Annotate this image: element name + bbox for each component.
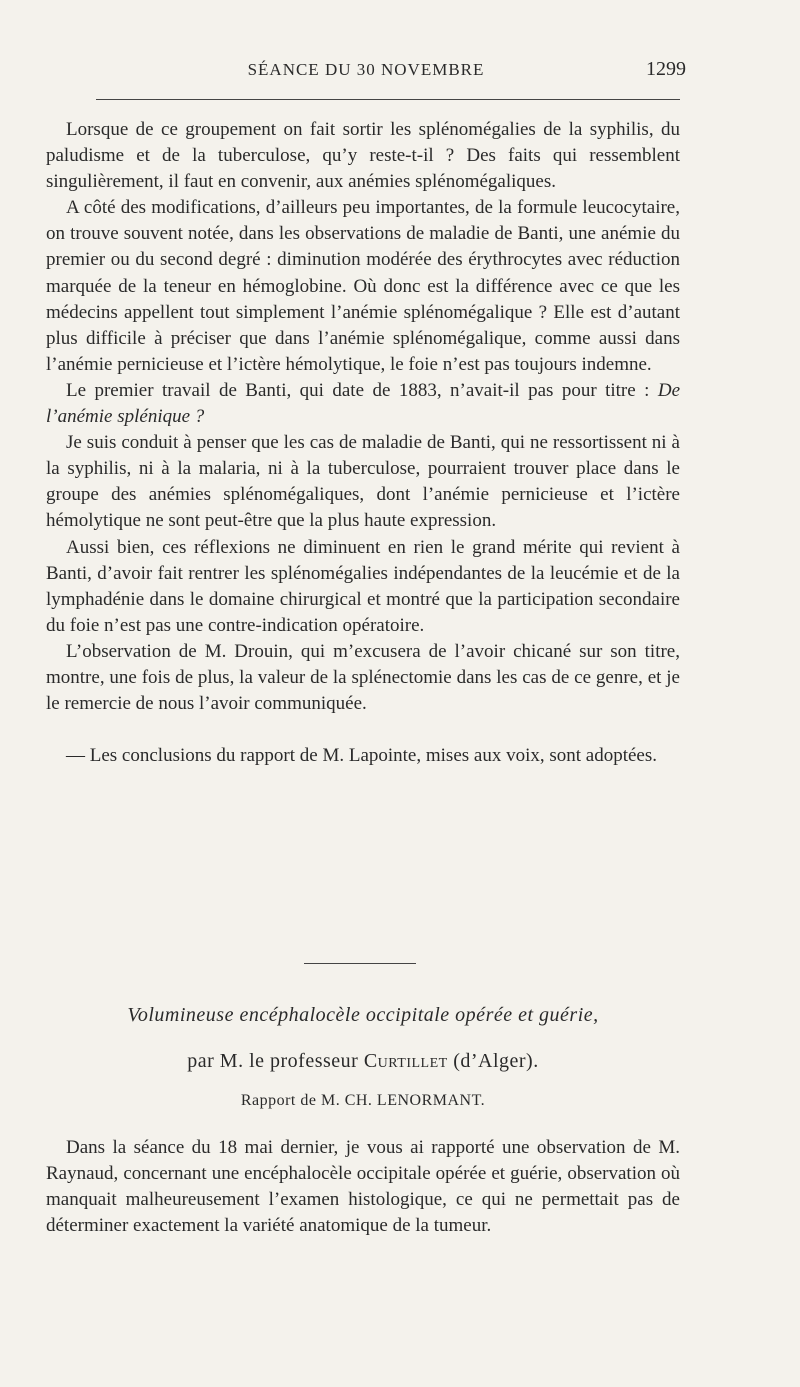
page-number: 1299 bbox=[646, 58, 686, 80]
article-body bbox=[46, 1135, 680, 1239]
article-author bbox=[46, 1050, 680, 1073]
paragraph-3 bbox=[46, 378, 680, 430]
paragraph-4: Je suis conduit à penser que les cas de maladie de Banti, qui ne ressortissent ni à la syphilis, ni à la malaria, ni à la tuberculose, pourraient trouver place dans le groupe des anémies splénomégaliques, dont l’anémie pernicieuse et l’ictère hémolytique ne sont peut-être que la plus haute expression. bbox=[46, 432, 680, 532]
paragraph-2: A côté des modifications, d’ailleurs peu importantes, de la formule leucocytaire, on trouve souvent notée, dans les observations de maladie de Banti, une anémie du premier ou du second degré : diminution modérée des érythrocytes avec réduction marquée de la teneur en hémoglobine. Où donc est la différence avec ce que les médecins appellent tout simplement l’anémie splénomégalique ? Elle est d’autant plus difficile à préciser que dans l’anémie splénomégalique, comme aussi dans l’anémie pernicieuse et l’ictère hémolytique, le foie n’est pas toujours indemne. bbox=[46, 197, 680, 375]
page-header bbox=[46, 56, 686, 86]
article-reporter: Rapport de M. CH. LENORMANT. bbox=[240, 1092, 486, 1109]
paragraph-1: Lorsque de ce groupement on fait sortir les splénomégalies de la syphilis, du paludisme et de la tuberculose, qu’y reste-t-il ? Des faits qui ressemblent singulièrement, il faut en convenir, aux anémies splénomégaliques. bbox=[46, 119, 680, 193]
running-head-number: 30 bbox=[356, 60, 376, 79]
article-paragraph-1: Dans la séance du 18 mai dernier, je vous ai rapporté une observation de M. Raynaud, concernant une encéphalocèle occipitale opérée et guérie, observation où manquait malheureusement l’examen histologique, ce qui ne permettait pas de déterminer exactement la variété anatomique de la tumeur. bbox=[46, 1137, 680, 1237]
author-prefix: par M. le professeur bbox=[187, 1050, 364, 1072]
section-divider bbox=[304, 963, 416, 964]
article-title: Volumineuse encéphalocèle occipitale opérée et guérie, bbox=[127, 1004, 599, 1026]
header-rule bbox=[96, 99, 680, 100]
author-name: Curtillet bbox=[363, 1050, 448, 1072]
running-head-suffix: NOVEMBRE bbox=[375, 60, 485, 79]
running-head bbox=[46, 60, 686, 80]
paragraph-3-italic-title: De l’anémie splénique ? bbox=[46, 379, 680, 428]
paragraph-spacer bbox=[46, 717, 680, 743]
paragraph-6: L’observation de M. Drouin, qui m’excusera de l’avoir chicané sur son titre, montre, une fois de plus, la valeur de la splénectomie dans les cas de ce genre, et je le remercie de nous l’avoir communiquée. bbox=[46, 640, 680, 715]
author-suffix: (d’Alger). bbox=[447, 1050, 539, 1072]
main-text bbox=[46, 117, 680, 769]
running-head-prefix: SÉANCE DU bbox=[247, 60, 357, 79]
paragraph-5: Aussi bien, ces réflexions ne diminuent en rien le grand mérite qui revient à Banti, d’avoir fait rentrer les splénomégalies indépendantes de la leucémie et de la lymphadénie dans le domaine chirurgical et montré que la participation secondaire du foie n’est pas une contre-indication opératoire. bbox=[46, 536, 680, 636]
paragraph-conclusion: — Les conclusions du rapport de M. Lapointe, mises aux voix, sont adoptées. bbox=[66, 745, 658, 767]
paragraph-3-text: Le premier travail de Banti, qui date de 1883, n’avait-il pas pour titre : bbox=[66, 379, 658, 401]
